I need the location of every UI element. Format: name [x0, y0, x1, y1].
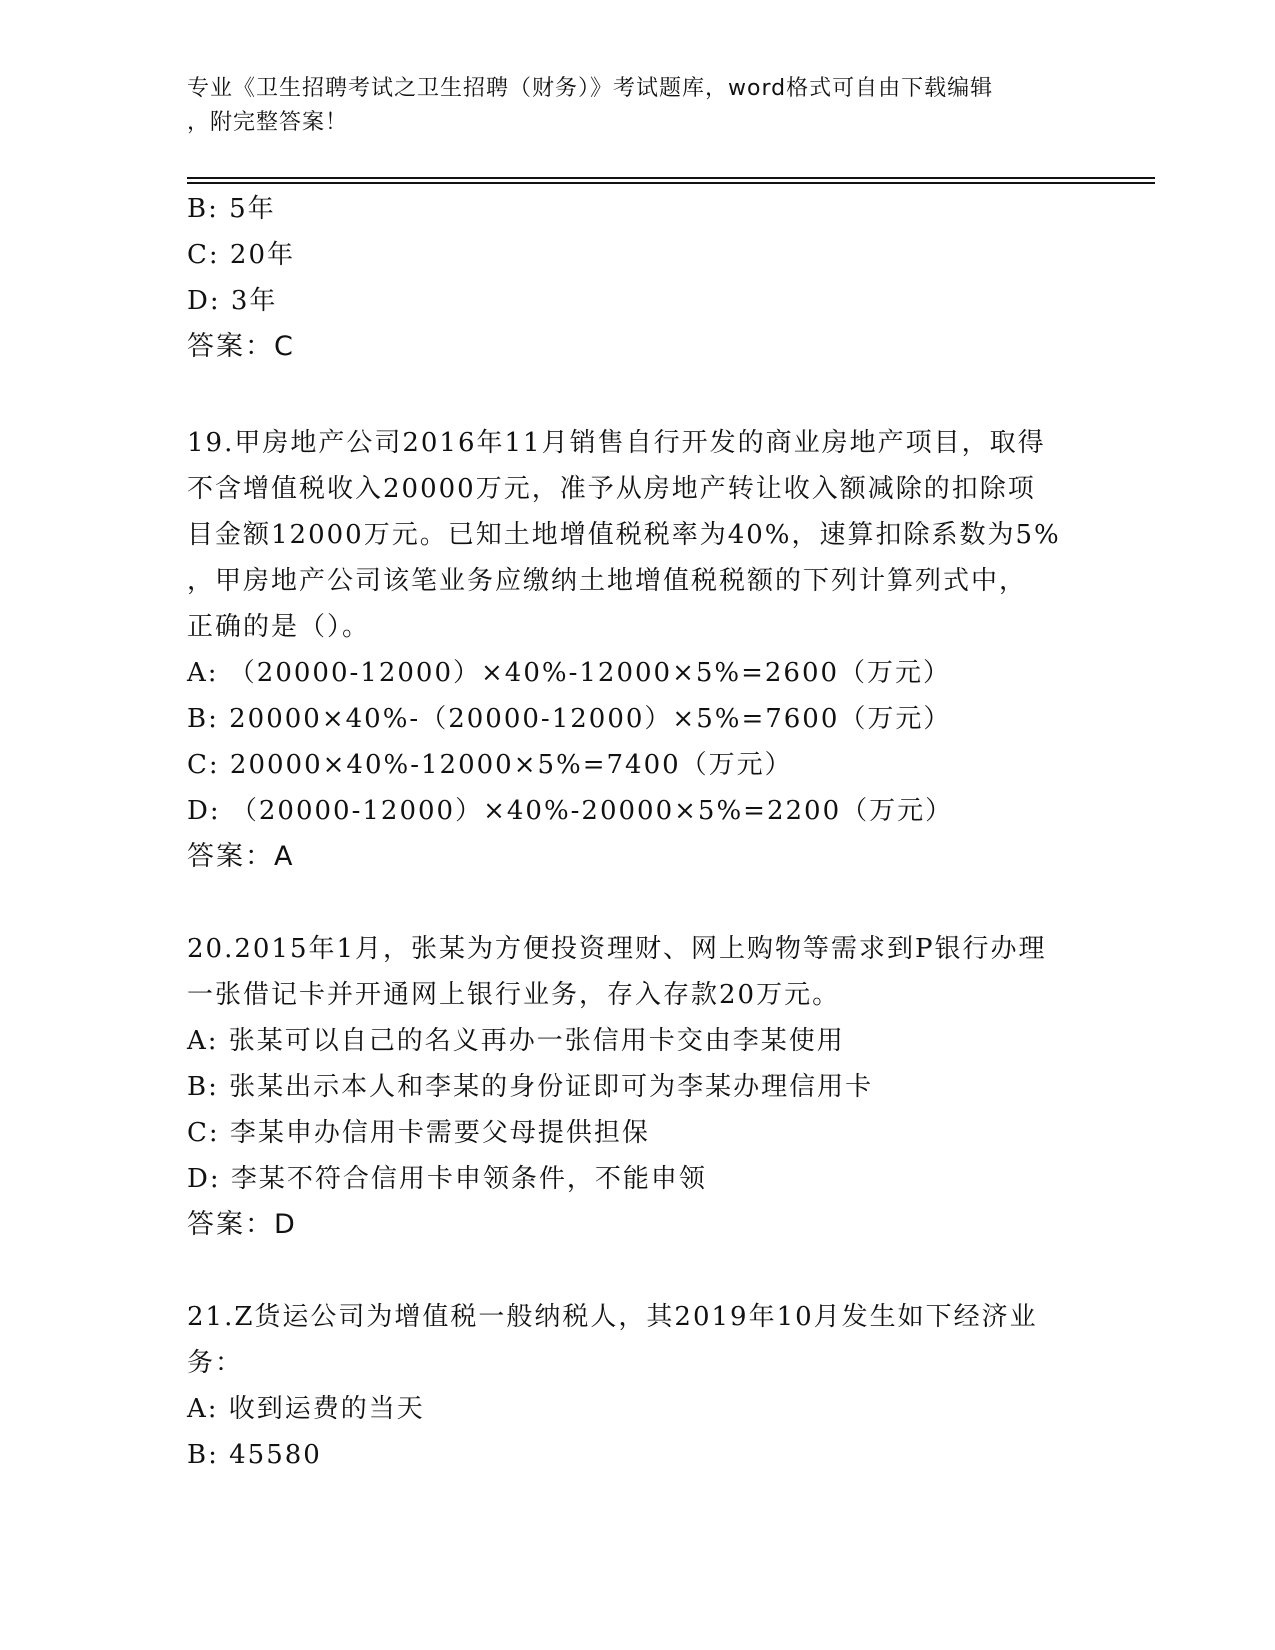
option-a: A: （20000-12000）×40%-12000×5%=2600（万元） [187, 658, 952, 688]
question-stem-line: 不含增值税收入20000万元，准予从房地产转让收入额减除的扣除项 [187, 474, 1036, 504]
option-b: B: 45580 [187, 1440, 322, 1470]
header-rule-bottom [187, 182, 1155, 184]
question-stem-line: ，甲房地产公司该笔业务应缴纳土地增值税税额的下列计算列式中， [187, 566, 1028, 596]
option-c: C: 20年 [187, 240, 296, 270]
option-b: B: 张某出示本人和李某的身份证即可为李某办理信用卡 [187, 1072, 874, 1102]
option-c: C: 20000×40%-12000×5%=7400（万元） [187, 750, 793, 780]
option-c: C: 李某申办信用卡需要父母提供担保 [187, 1118, 650, 1148]
question-19 [187, 420, 1087, 880]
question-21 [187, 1294, 1087, 1478]
option-a: A: 张某可以自己的名义再办一张信用卡交由李某使用 [187, 1026, 845, 1056]
answer-line: 答案：A [187, 841, 295, 872]
question-stem-line: 务： [187, 1348, 244, 1378]
option-b: B: 5年 [187, 194, 276, 224]
question-content [187, 186, 1087, 1478]
answer-line: 答案：D [187, 1209, 297, 1240]
option-b: B: 20000×40%-（20000-12000）×5%=7600（万元） [187, 704, 952, 734]
question-stem-line: 19.甲房地产公司2016年11月销售自行开发的商业房地产项目，取得 [187, 428, 1046, 458]
option-a: A: 收到运费的当天 [187, 1394, 425, 1424]
question-stem-line: 20.2015年1月，张某为方便投资理财、网上购物等需求到P银行办理 [187, 934, 1047, 964]
question-stem-line: 21.Z货运公司为增值税一般纳税人，其2019年10月发生如下经济业 [187, 1302, 1038, 1332]
question-stem-line: 目金额12000万元。已知土地增值税税率为40%，速算扣除系数为5% [187, 520, 1061, 550]
question-stem-line: 一张借记卡并开通网上银行业务，存入存款20万元。 [187, 980, 841, 1010]
option-d: D: （20000-12000）×40%-20000×5%=2200（万元） [187, 796, 954, 826]
header-line-2: ，附完整答案！ [187, 110, 349, 135]
prev-question-block [187, 186, 1087, 370]
option-d: D: 李某不符合信用卡申领条件，不能申领 [187, 1164, 707, 1194]
document-header [187, 72, 1067, 140]
question-stem-line: 正确的是（）。 [187, 612, 371, 642]
option-d: D: 3年 [187, 286, 278, 316]
header-rule-top [187, 177, 1155, 179]
header-line-1: 专业《卫生招聘考试之卫生招聘（财务）》考试题库，word格式可自由下载编辑 [187, 76, 994, 101]
answer-line: 答案：C [187, 331, 295, 362]
question-20 [187, 926, 1087, 1248]
